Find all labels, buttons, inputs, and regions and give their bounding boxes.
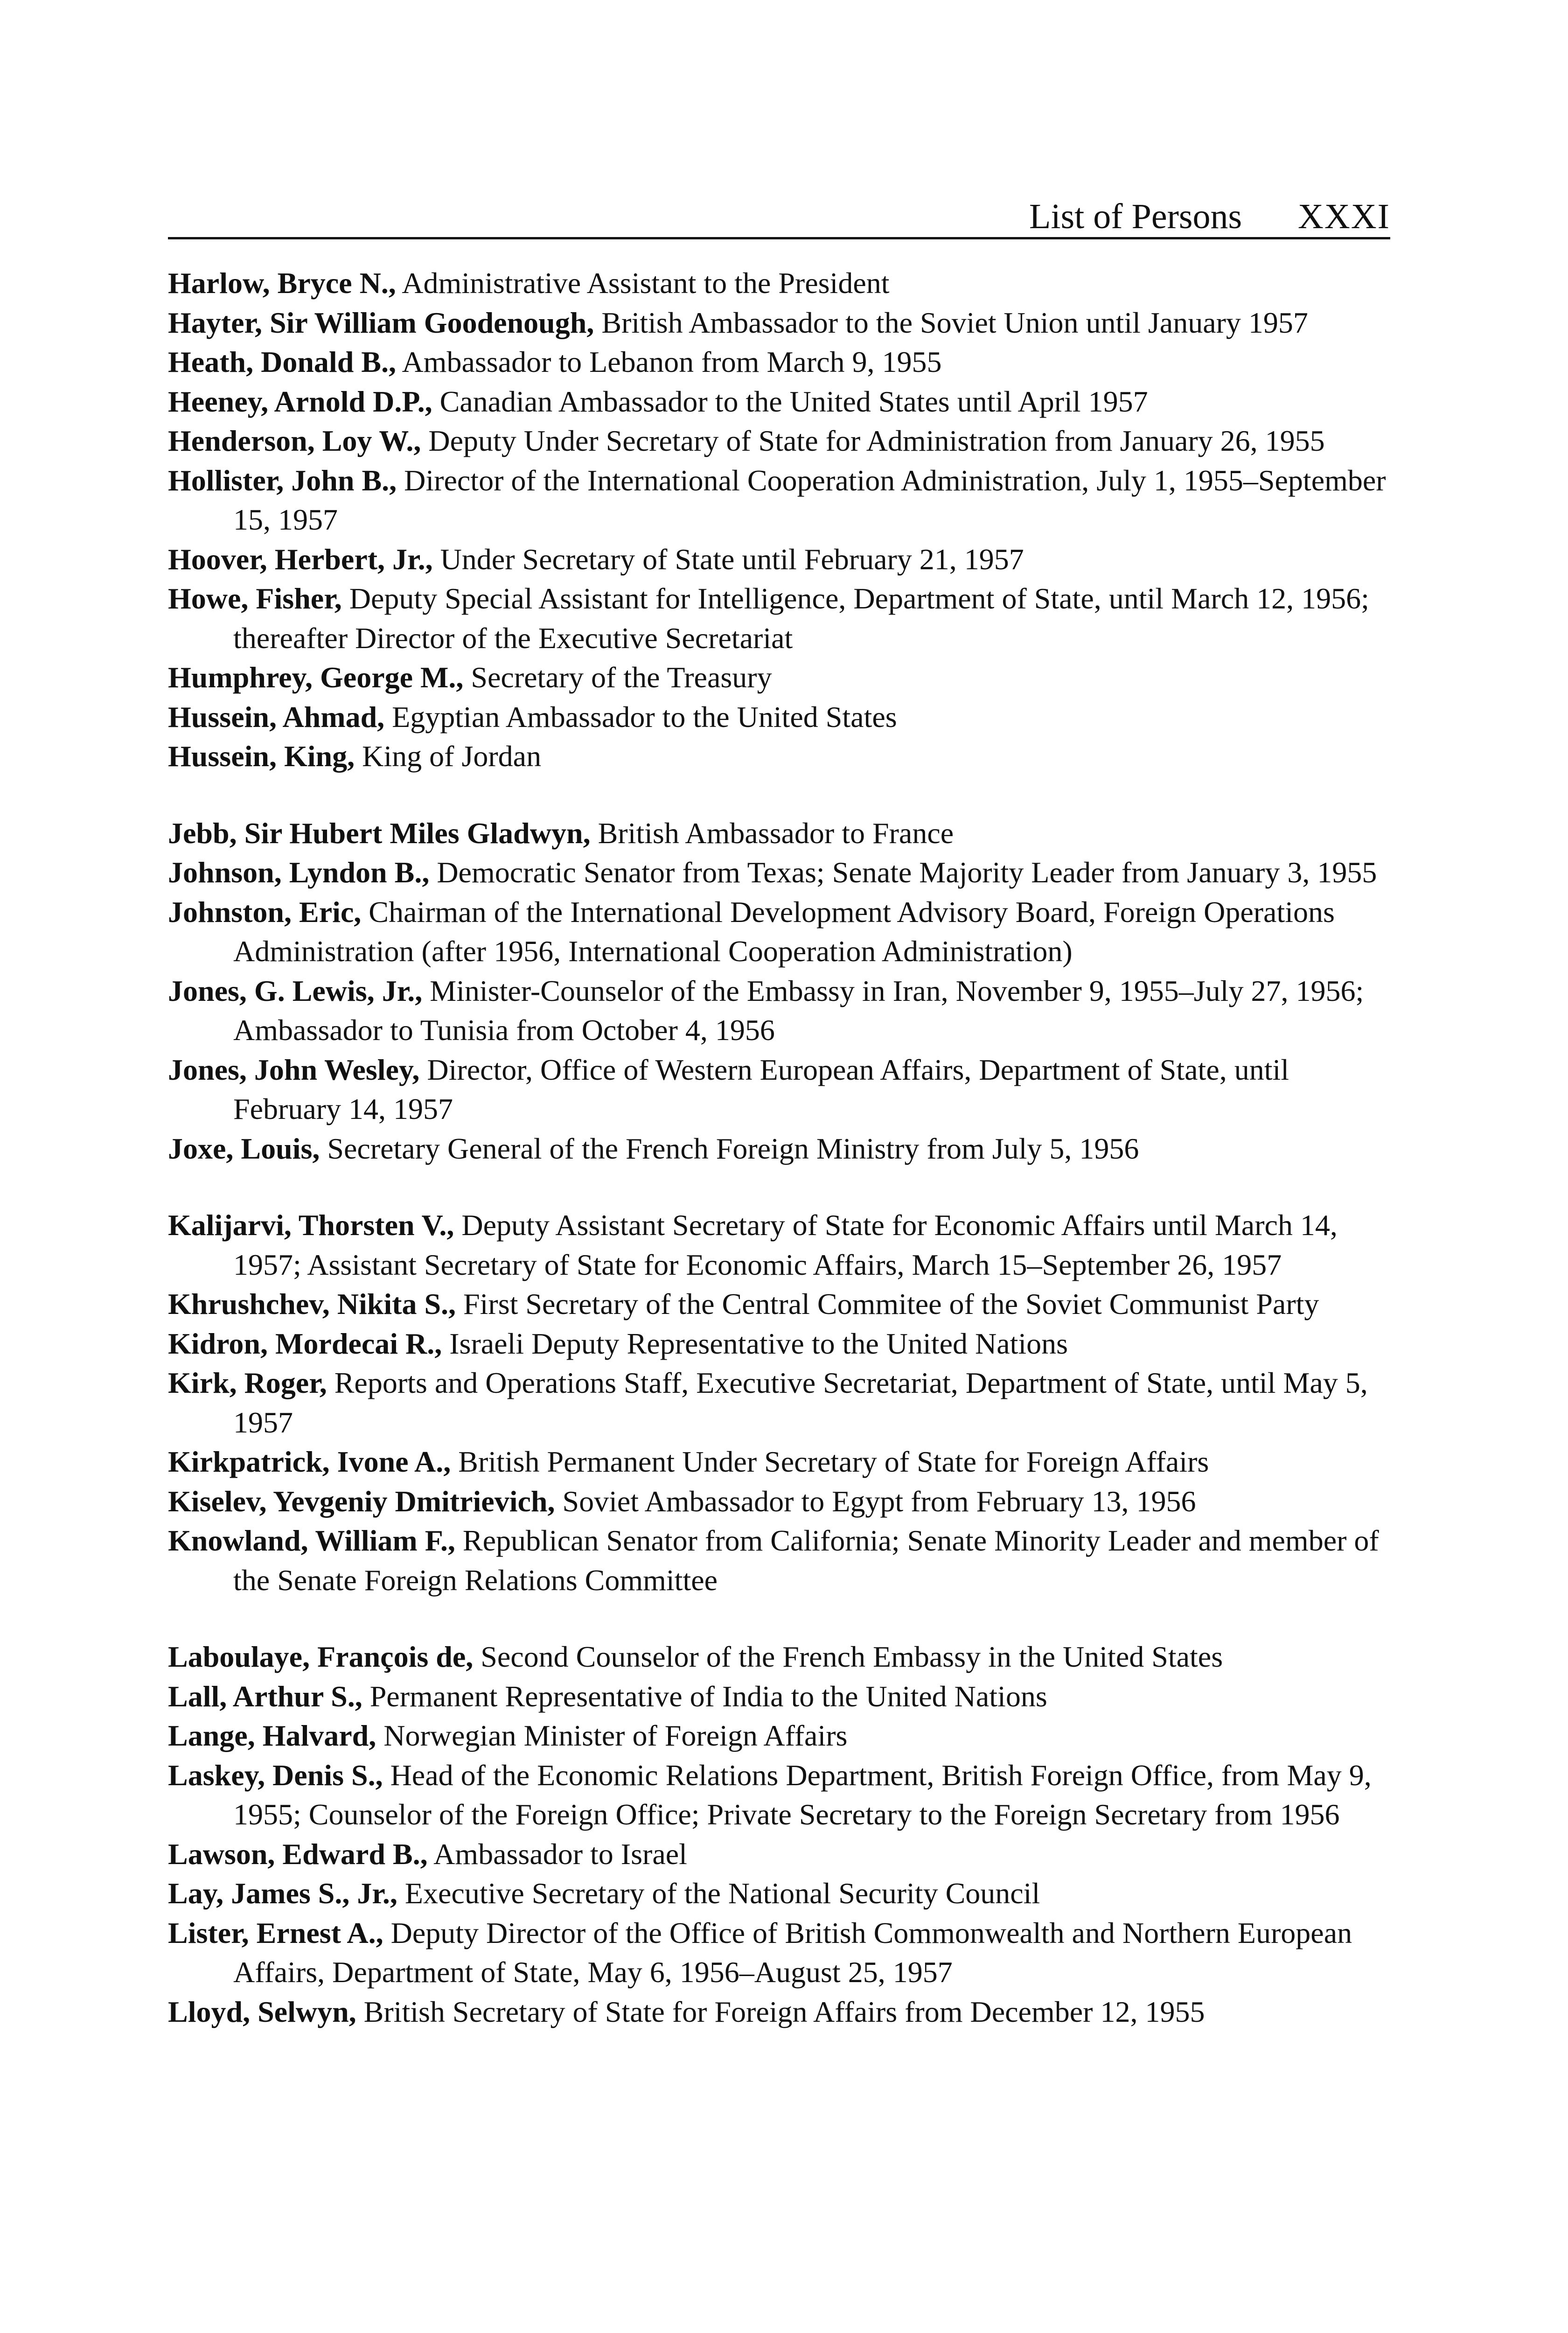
letter-group: [168, 1206, 1390, 1600]
person-entry: [168, 971, 1390, 1050]
person-name: Heeney, Arnold D.P.,: [168, 384, 432, 418]
person-name: Lay, James S., Jr.,: [168, 1877, 397, 1910]
person-name: Hussein, King,: [168, 740, 355, 773]
person-description: Minister-Counselor of the Embassy in Iran, November 9, 1955–July 27, 1956; Ambassador to Tunisia from October 4, 1956: [233, 974, 1364, 1047]
persons-list: [168, 264, 1390, 2032]
person-description: Head of the Economic Relations Department, British Foreign Office, from May 9, 1955; Counselor of the Foreign Office; Private Secretary to the Foreign Secretary from 1956: [233, 1758, 1372, 1831]
person-description: Secretary General of the French Foreign Ministry from July 5, 1956: [327, 1132, 1139, 1165]
person-description: Secretary of the Treasury: [471, 661, 772, 694]
person-entry: [168, 1285, 1390, 1324]
person-name: Henderson, Loy W.,: [168, 424, 421, 457]
person-name: Kirkpatrick, Ivone A.,: [168, 1445, 451, 1478]
person-name: Joxe, Louis,: [168, 1132, 320, 1165]
person-entry: [168, 382, 1390, 422]
person-name: Lloyd, Selwyn,: [168, 1995, 356, 2028]
person-name: Kidron, Mordecai R.,: [168, 1327, 442, 1360]
person-description: Deputy Assistant Secretary of State for Economic Affairs until March 14, 1957; Assistant Secretary of State for Economic Affairs, March 15–September 26, 1957: [233, 1208, 1338, 1281]
person-name: Kirk, Roger,: [168, 1366, 327, 1399]
person-entry: [168, 1442, 1390, 1482]
person-description: Reports and Operations Staff, Executive Secretariat, Department of State, until May 5, 1957: [233, 1366, 1368, 1439]
person-entry: [168, 421, 1390, 461]
person-entry: [168, 1206, 1390, 1285]
person-name: Laskey, Denis S.,: [168, 1758, 383, 1792]
person-description: King of Jordan: [362, 740, 542, 773]
person-description: Second Counselor of the French Embassy in the United States: [481, 1640, 1223, 1673]
person-description: Canadian Ambassador to the United States until April 1957: [439, 384, 1148, 418]
person-name: Lister, Ernest A.,: [168, 1916, 383, 1949]
person-entry: [168, 1129, 1390, 1169]
person-entry: [168, 1756, 1390, 1835]
person-name: Johnson, Lyndon B.,: [168, 856, 430, 889]
person-entry: [168, 461, 1390, 540]
person-description: Permanent Representative of India to the United Nations: [369, 1679, 1047, 1713]
person-entry: [168, 303, 1390, 343]
person-name: Lawson, Edward B.,: [168, 1837, 428, 1871]
person-description: Republican Senator from California; Senate Minority Leader and member of the Senate Foreign Relations Committee: [233, 1524, 1379, 1597]
person-name: Hoover, Herbert, Jr.,: [168, 542, 433, 576]
person-description: Director of the International Cooperation Administration, July 1, 1955–September 15, 1957: [233, 463, 1386, 536]
person-entry: [168, 1521, 1390, 1600]
person-entry: [168, 579, 1390, 658]
person-name: Jones, John Wesley,: [168, 1053, 420, 1086]
person-description: Ambassador to Lebanon from March 9, 1955: [402, 345, 942, 378]
person-name: Knowland, William F.,: [168, 1524, 455, 1557]
person-name: Heath, Donald B.,: [168, 345, 396, 378]
person-entry: [168, 1835, 1390, 1874]
person-entry: [168, 814, 1390, 853]
person-name: Johnston, Eric,: [168, 895, 362, 929]
person-entry: [168, 1992, 1390, 2032]
person-description: Egyptian Ambassador to the United States: [392, 700, 897, 733]
person-description: Soviet Ambassador to Egypt from February 13, 1956: [562, 1484, 1196, 1518]
letter-group: [168, 264, 1390, 776]
person-entry: [168, 1716, 1390, 1756]
person-description: British Ambassador to France: [598, 816, 954, 850]
person-entry: [168, 342, 1390, 382]
person-entry: [168, 1050, 1390, 1129]
person-entry: [168, 853, 1390, 893]
person-description: Israeli Deputy Representative to the United Nations: [449, 1327, 1068, 1360]
person-description: British Ambassador to the Soviet Union until January 1957: [601, 306, 1308, 339]
person-entry: [168, 1637, 1390, 1677]
page-number: XXXI: [1298, 197, 1390, 236]
person-description: Deputy Under Secretary of State for Administration from January 26, 1955: [428, 424, 1325, 457]
person-description: Democratic Senator from Texas; Senate Majority Leader from January 3, 1955: [437, 856, 1377, 889]
person-name: Jones, G. Lewis, Jr.,: [168, 974, 423, 1007]
person-name: Humphrey, George M.,: [168, 661, 464, 694]
person-description: Chairman of the International Development Advisory Board, Foreign Operations Administration (after 1956, International Cooperation Administration): [233, 895, 1335, 968]
person-name: Howe, Fisher,: [168, 582, 342, 615]
person-entry: [168, 893, 1390, 971]
header-title: List of Persons: [1029, 197, 1242, 236]
person-name: Khrushchev, Nikita S.,: [168, 1287, 456, 1320]
person-name: Lange, Halvard,: [168, 1719, 376, 1752]
person-description: Under Secretary of State until February 21, 1957: [440, 542, 1024, 576]
person-name: Lall, Arthur S.,: [168, 1679, 362, 1713]
person-entry: [168, 1482, 1390, 1522]
person-name: Kalijarvi, Thorsten V.,: [168, 1208, 454, 1242]
person-entry: [168, 698, 1390, 737]
person-entry: [168, 540, 1390, 580]
person-name: Hollister, John B.,: [168, 463, 397, 497]
letter-group: [168, 1637, 1390, 2032]
person-entry: [168, 1677, 1390, 1717]
person-name: Jebb, Sir Hubert Miles Gladwyn,: [168, 816, 591, 850]
running-header: [168, 187, 1390, 239]
person-entry: [168, 1324, 1390, 1364]
person-description: British Secretary of State for Foreign Affairs from December 12, 1955: [363, 1995, 1205, 2028]
person-description: Executive Secretary of the National Security Council: [404, 1877, 1040, 1910]
person-entry: [168, 264, 1390, 303]
person-description: Ambassador to Israel: [433, 1837, 687, 1871]
person-description: British Permanent Under Secretary of State for Foreign Affairs: [458, 1445, 1209, 1478]
person-name: Harlow, Bryce N.,: [168, 266, 396, 300]
person-entry: [168, 658, 1390, 698]
person-name: Kiselev, Yevgeniy Dmitrievich,: [168, 1484, 555, 1518]
person-entry: [168, 737, 1390, 776]
person-entry: [168, 1874, 1390, 1914]
person-description: Director, Office of Western European Affairs, Department of State, until February 14, 1957: [233, 1053, 1289, 1125]
document-page: [168, 187, 1390, 2032]
letter-group: [168, 814, 1390, 1169]
person-entry: [168, 1363, 1390, 1442]
person-entry: [168, 1914, 1390, 1992]
person-description: Deputy Director of the Office of British Commonwealth and Northern European Affairs, Department of State, May 6, 1956–August 25, 1957: [233, 1916, 1352, 1989]
person-name: Laboulaye, François de,: [168, 1640, 474, 1673]
person-description: Norwegian Minister of Foreign Affairs: [383, 1719, 848, 1752]
person-description: First Secretary of the Central Commitee of the Soviet Communist Party: [463, 1287, 1319, 1320]
person-name: Hayter, Sir William Goodenough,: [168, 306, 594, 339]
person-name: Hussein, Ahmad,: [168, 700, 385, 733]
person-description: Administrative Assistant to the President: [402, 266, 890, 300]
person-description: Deputy Special Assistant for Intelligence, Department of State, until March 12, 1956; thereafter Director of the Executive Secretariat: [233, 582, 1369, 655]
